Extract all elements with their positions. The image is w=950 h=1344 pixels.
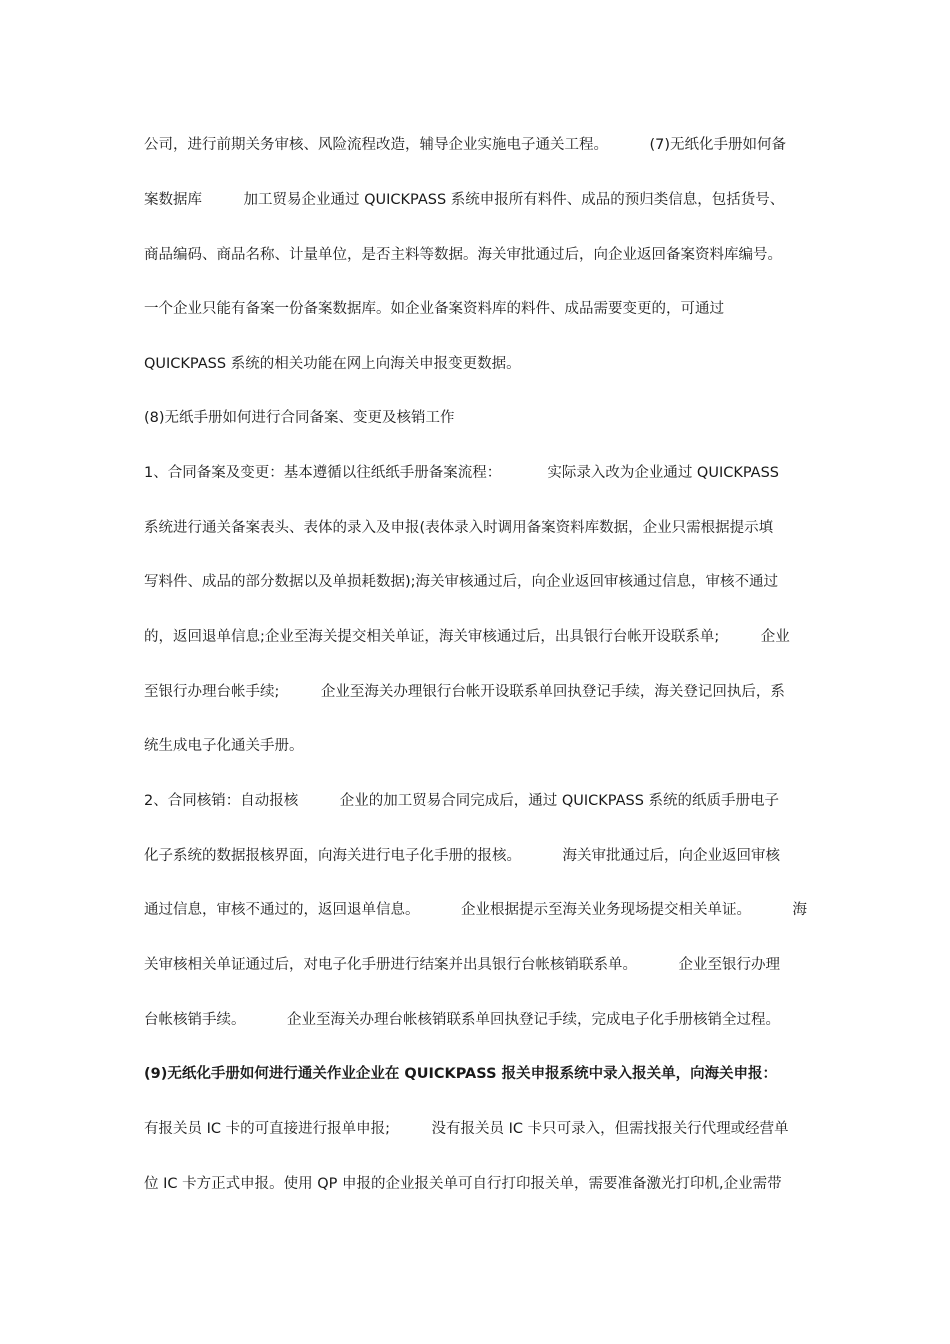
text-line: 至银行办理台帐手续; 企业至海关办理银行台帐开设联系单回执登记手续，海关登记回执后，系 xyxy=(144,684,785,700)
text-line: 关审核相关单证通过后，对电子化手册进行结案并出具银行台帐核销联系单。 企业至银行办理 xyxy=(144,957,780,973)
text-line: 案数据库 加工贸易企业通过 QUICKPASS 系统申报所有料件、成品的预归类信息，包括货号、 xyxy=(144,192,785,208)
text-line: 2、合同核销：自动报核 企业的加工贸易合同完成后，通过 QUICKPASS 系统的纸质手册电子 xyxy=(144,793,780,809)
text-line: 位 IC 卡方正式申报。使用 QP 申报的企业报关单可自行打印报关单，需要准备激光打印机,企业需带 xyxy=(144,1176,782,1192)
section-heading: (8)无纸手册如何进行合同备案、变更及核销工作 xyxy=(144,410,455,426)
text-line: 统生成电子化通关手册。 xyxy=(144,738,304,754)
text-line: 台帐核销手续。 企业至海关办理台帐核销联系单回执登记手续，完成电子化手册核销全过程。 xyxy=(144,1012,780,1028)
text-line: 写料件、成品的部分数据以及单损耗数据);海关审核通过后，向企业返回审核通过信息，审核不通过 xyxy=(144,574,779,590)
text-line: 公司，进行前期关务审核、风险流程改造，辅导企业实施电子通关工程。 (7)无纸化手册如何备 xyxy=(144,137,787,153)
text-line: QUICKPASS 系统的相关功能在网上向海关申报变更数据。 xyxy=(144,356,521,372)
text-line: 一个企业只能有备案一份备案数据库。如企业备案资料库的料件、成品需要变更的，可通过 xyxy=(144,301,724,317)
text-line: 的，返回退单信息;企业至海关提交相关单证，海关审核通过后，出具银行台帐开设联系单; 企业 xyxy=(144,629,790,645)
text-line: 有报关员 IC 卡的可直接进行报单申报; 没有报关员 IC 卡只可录入，但需找报关行代理或经营单 xyxy=(144,1121,789,1137)
section-heading: (9)无纸化手册如何进行通关作业企业在 QUICKPASS 报关申报系统中录入报关单，向海关申报： xyxy=(144,1066,778,1082)
text-line: 系统进行通关备案表头、表体的录入及申报(表体录入时调用备案资料库数据，企业只需根据提示填 xyxy=(144,520,774,536)
text-line: 通过信息，审核不通过的，返回退单信息。 企业根据提示至海关业务现场提交相关单证。 海 xyxy=(144,902,807,918)
text-line: 商品编码、商品名称、计量单位，是否主料等数据。海关审批通过后，向企业返回备案资料库编号。 xyxy=(144,247,782,263)
text-line: 1、合同备案及变更：基本遵循以往纸纸手册备案流程： 实际录入改为企业通过 QUICKPASS xyxy=(144,465,780,481)
text-line: 化子系统的数据报核界面，向海关进行电子化手册的报核。 海关审批通过后，向企业返回审核 xyxy=(144,848,780,864)
